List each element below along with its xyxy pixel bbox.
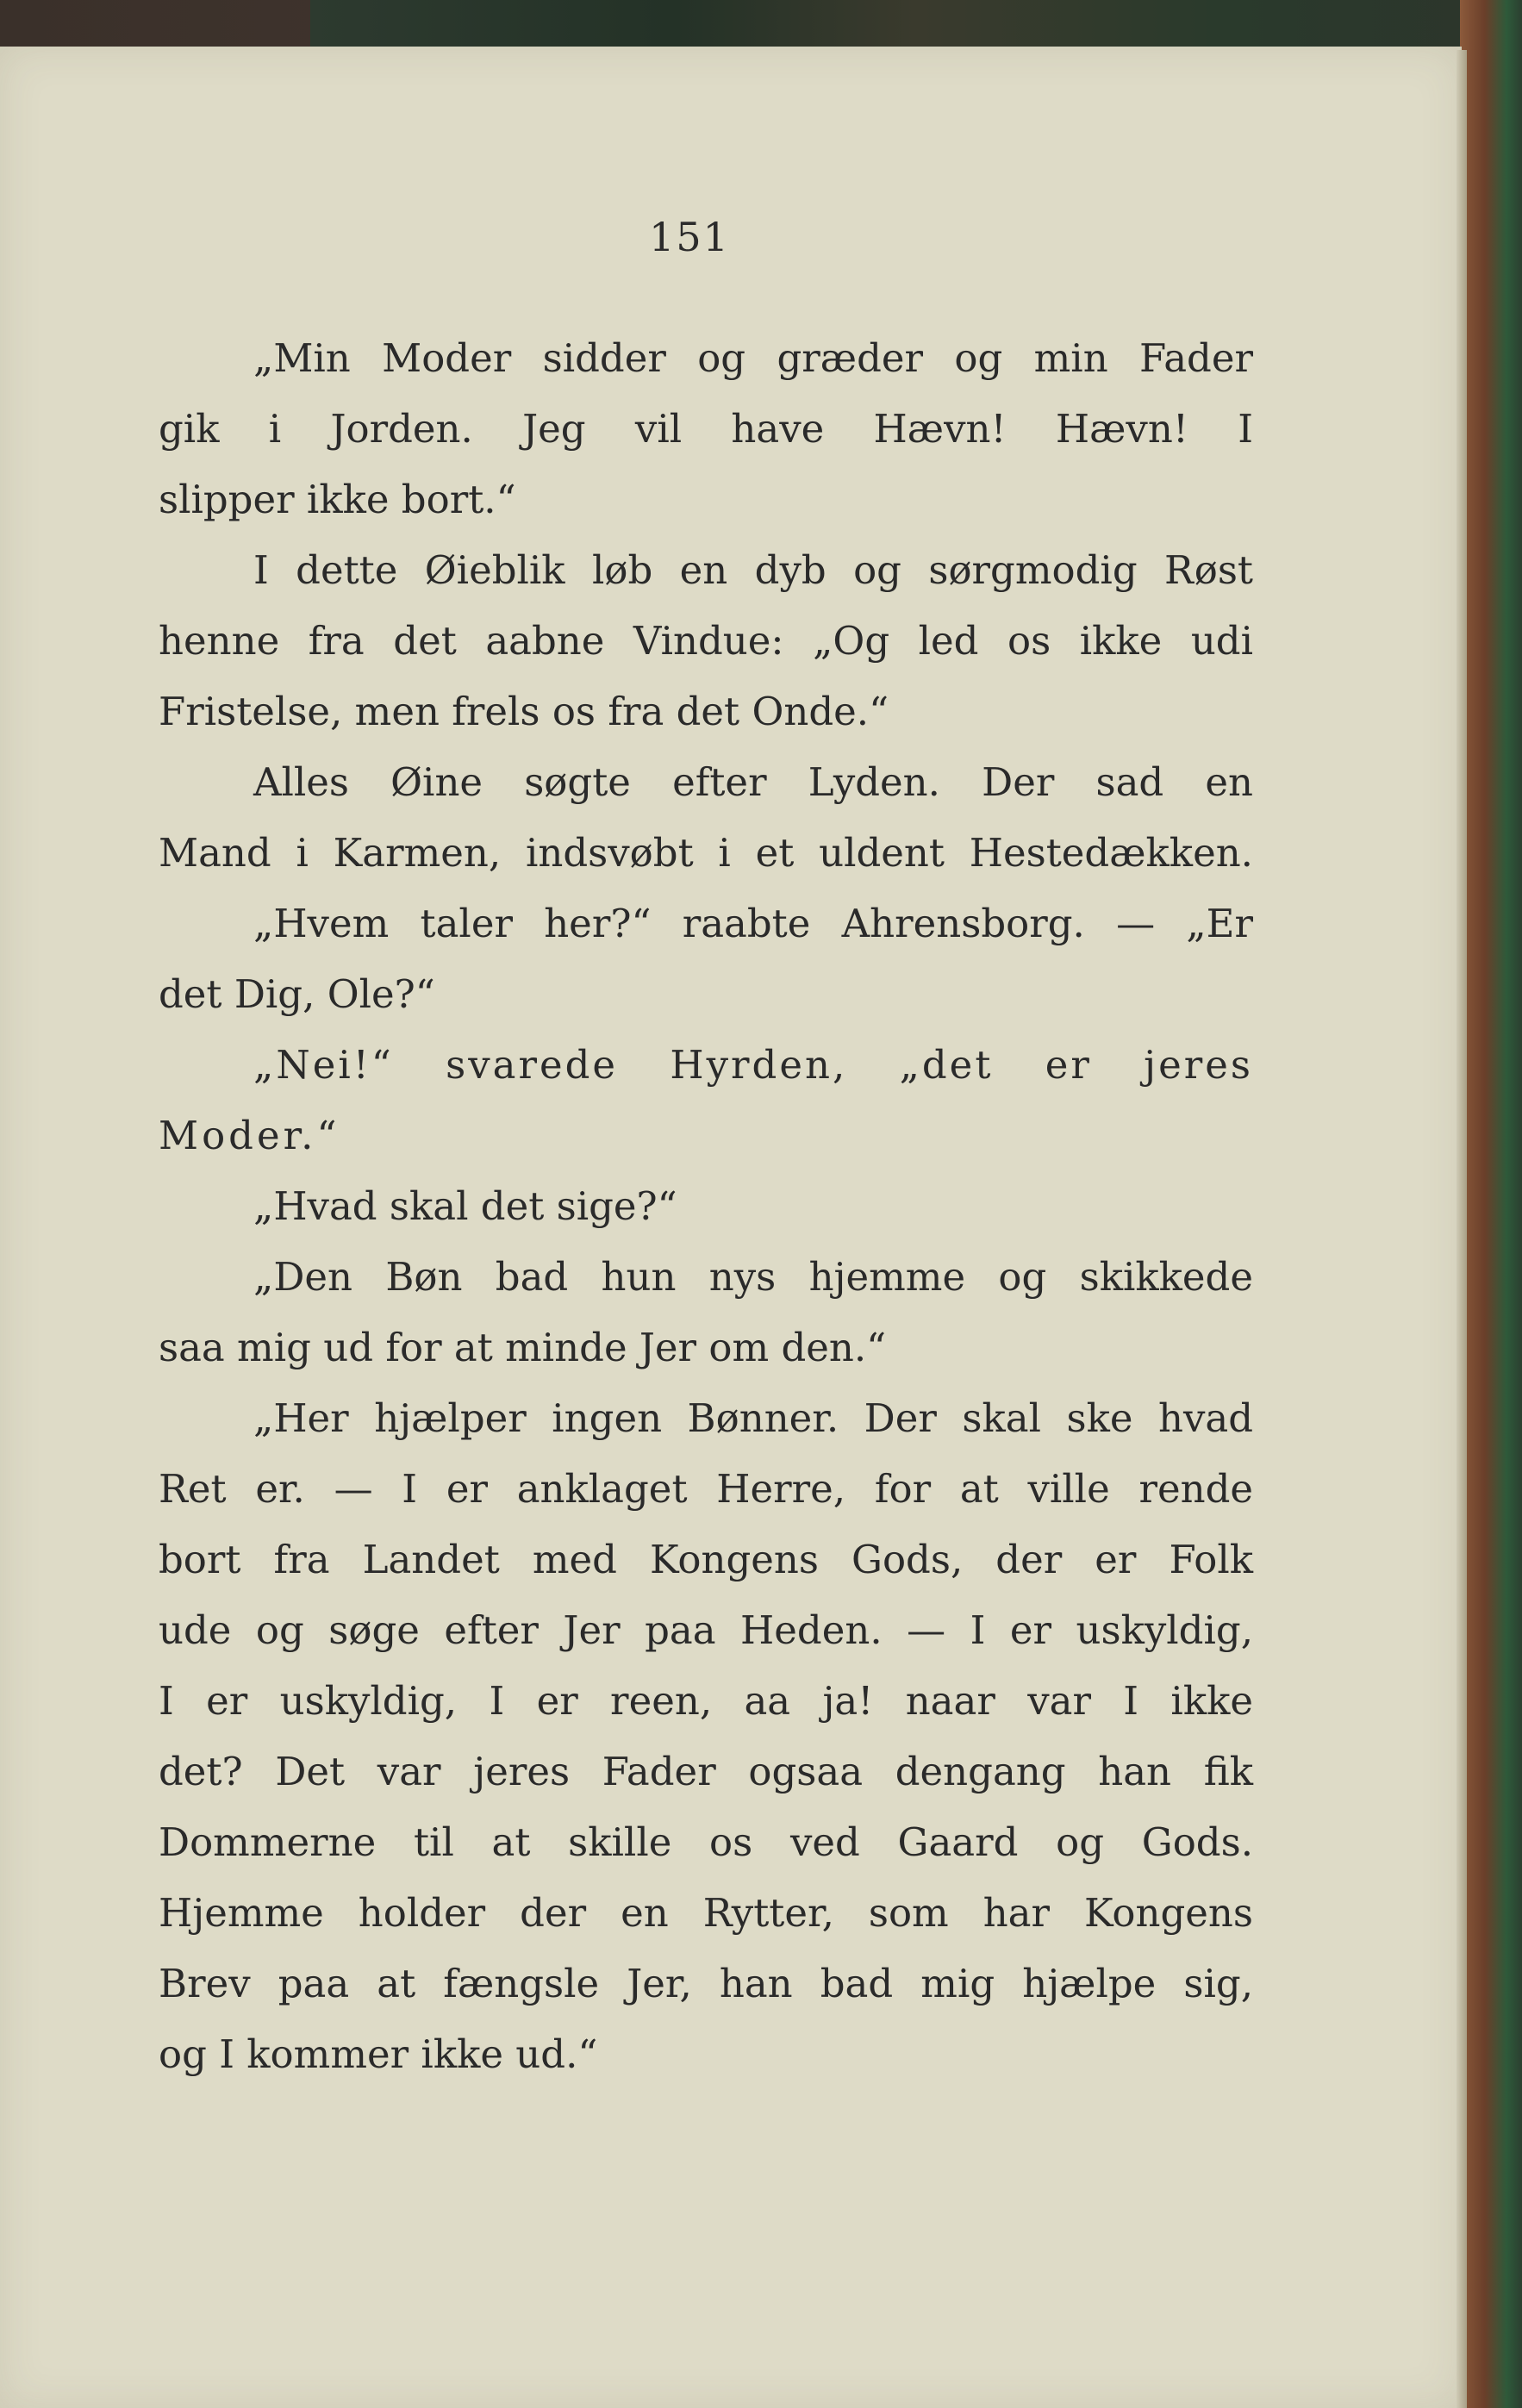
text-line: Moder.“ bbox=[159, 1113, 340, 1158]
text-line: det Dig, Ole?“ bbox=[159, 971, 435, 1017]
text-line: Hjemme holder der en Rytter, som har Kongens bbox=[159, 1890, 1253, 1936]
text-line: henne fra det aabne Vindue: „Og led os ikke udi bbox=[159, 618, 1253, 664]
text-line: saa mig ud for at minde Jer om den.“ bbox=[159, 1325, 887, 1370]
text-line: „Den Bøn bad hun nys hjemme og skikkede bbox=[253, 1254, 1253, 1300]
text-line: det? Det var jeres Fader ogsaa dengang han fik bbox=[159, 1749, 1253, 1794]
text-line: I er uskyldig, I er reen, aa ja! naar var I ikke bbox=[159, 1678, 1253, 1724]
book-cover-edge bbox=[1460, 0, 1522, 2408]
text-line: „Her hjælper ingen Bønner. Der skal ske hvad bbox=[253, 1395, 1253, 1441]
text-line: gik i Jorden. Jeg vil have Hævn! Hævn! I bbox=[159, 406, 1253, 452]
text-line: „Hvem taler her?“ raabte Ahrensborg. — „Er bbox=[253, 901, 1253, 946]
text-line: Ret er. — I er anklaget Herre, for at ville rende bbox=[159, 1466, 1253, 1512]
text-line: slipper ikke bort.“ bbox=[159, 477, 516, 522]
text-line: Alles Øine søgte efter Lyden. Der sad en bbox=[253, 759, 1253, 805]
text-line: ude og søge efter Jer paa Heden. — I er uskyldig, bbox=[159, 1607, 1253, 1653]
text-line: Mand i Karmen, indsvøbt i et uldent Hestedækken. bbox=[159, 830, 1253, 876]
text-line: bort fra Landet med Kongens Gods, der er Folk bbox=[159, 1537, 1253, 1582]
book-top-edge bbox=[310, 0, 1522, 50]
text-line: Dommerne til at skille os ved Gaard og Gods. bbox=[159, 1819, 1253, 1865]
text-line: Brev paa at fængsle Jer, han bad mig hjælpe sig, bbox=[159, 1961, 1253, 2006]
page-edge-shadow bbox=[1457, 50, 1467, 2408]
text-line: Fristelse, men frels os fra det Onde.“ bbox=[159, 689, 889, 734]
text-line: „Hvad skal det sige?“ bbox=[253, 1183, 677, 1229]
text-line: I dette Øieblik løb en dyb og sørgmodig Røst bbox=[253, 547, 1253, 593]
text-line: og I kommer ikke ud.“ bbox=[159, 2031, 598, 2077]
text-line: „Nei!“ svarede Hyrden, „det er jeres bbox=[253, 1042, 1253, 1088]
text-line: „Min Moder sidder og græder og min Fader bbox=[253, 335, 1253, 381]
page-number: 151 bbox=[649, 214, 730, 260]
